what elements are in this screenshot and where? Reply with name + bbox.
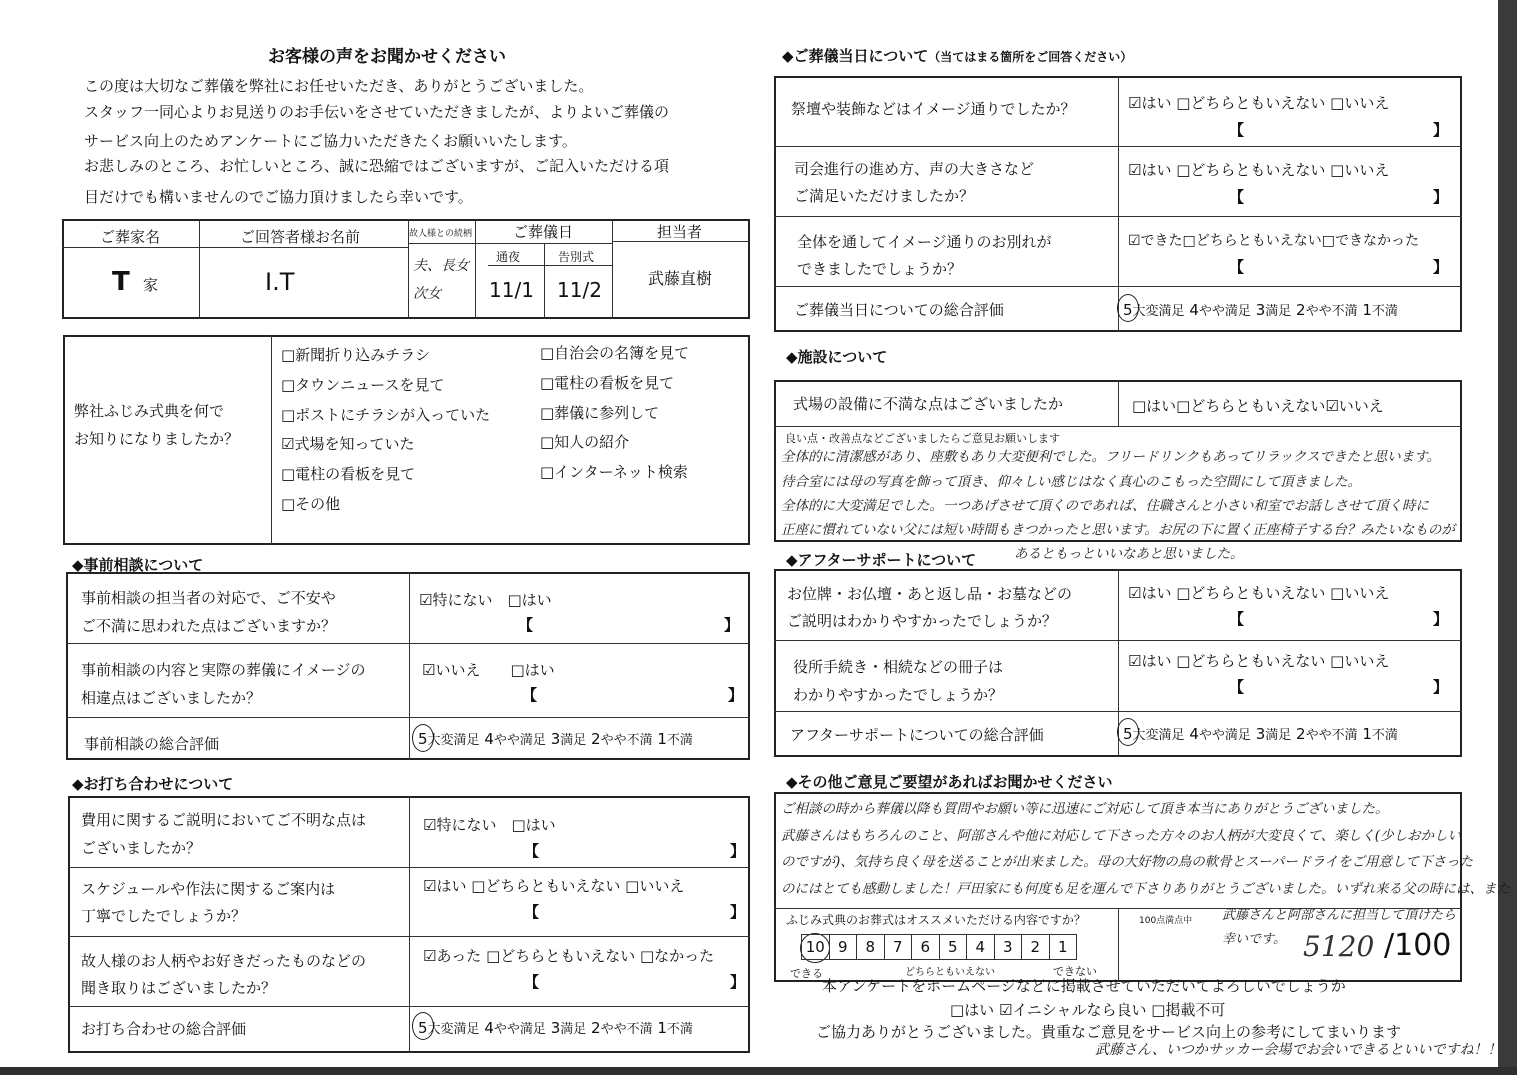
answer-checkboxes[interactable]: ☑はい □どちらともいえない □いいえ <box>1128 94 1390 112</box>
bracket-close: 】 <box>1433 121 1449 139</box>
source-option-checkbox[interactable]: □自治会の名簿を見て <box>540 344 690 362</box>
rating-number[interactable]: 4 <box>1189 301 1199 319</box>
relation-handwritten: 次女 <box>413 286 441 302</box>
rating-number[interactable]: 1 <box>1362 301 1372 319</box>
rating-label: やや満足 <box>1198 304 1251 319</box>
source-option-checkbox[interactable]: ☑式場を知っていた <box>281 435 415 453</box>
rating-number[interactable]: 5 <box>418 730 428 748</box>
rating-number[interactable]: 2 <box>591 1019 601 1037</box>
handwritten-comment: のですが)、気持ち良く母を送ることが出来ました。母の大好物の鳥の軟骨とスーパードライをご用意して下さった <box>781 854 1474 870</box>
family-suffix: 家 <box>143 276 159 294</box>
rating-number[interactable]: 5 <box>1123 301 1133 319</box>
question-text: 費用に関するご説明においてご不明な点は <box>81 811 367 829</box>
handwritten-score: 5120 <box>1303 930 1375 963</box>
scale-cell[interactable]: 2 <box>1021 934 1050 960</box>
rating-label: 満足 <box>1265 304 1292 319</box>
scale-cell[interactable]: 6 <box>911 934 940 960</box>
bracket-open: 【 <box>524 973 540 991</box>
rating-label: 満足 <box>1265 728 1292 743</box>
bracket-open: 【 <box>1229 258 1245 276</box>
handwritten-comment: 全体的に清潔感があり、座敷もあり大変便利でした。フリードリンクもあってリラックスできたと思います。 <box>781 449 1441 465</box>
respondent-name: I.T <box>265 268 295 296</box>
question-text: お打ち合わせの総合評価 <box>81 1020 247 1038</box>
source-question: 弊社ふじみ式典を何で <box>74 402 225 420</box>
rating-number[interactable]: 3 <box>550 1019 561 1037</box>
rating-label: 大変満足 <box>427 733 480 748</box>
intro-line: 目だけでも構いませんのでご協力頂けましたら幸いです。 <box>84 188 473 206</box>
recommend-question: ふじみ式典のお葬式はオススメいただける内容ですか？ <box>786 913 1086 927</box>
rating-label: 不満 <box>666 733 693 748</box>
header-wake: 通夜 <box>496 250 521 264</box>
rating-label: やや満足 <box>493 733 546 748</box>
comment-label: 良い点・改善点などございましたらご意見お願いします <box>785 432 1060 445</box>
source-option-checkbox[interactable]: □ポストにチラシが入っていた <box>281 406 491 424</box>
rating-label: 大変満足 <box>1132 304 1185 319</box>
info-table <box>62 219 750 319</box>
question-text: 相違点はございましたか？ <box>81 689 262 707</box>
handwritten-comment: 正座に慣れていない父には短い時間もきつかったと思います。お尻の下に置く正座椅子する台？みたいなものが <box>781 522 1455 538</box>
bracket-open: 【 <box>524 903 540 921</box>
handwritten-note: 武藤さんと阿部さんに担当して頂けたら <box>1222 908 1457 923</box>
scale-label-right: できない <box>1053 965 1097 978</box>
question-text: ご葬儀当日についての総合評価 <box>794 301 1004 319</box>
bracket-close: 】 <box>730 903 746 921</box>
scale-cell[interactable]: 9 <box>829 934 858 960</box>
wake-date: 11/1 <box>489 278 534 302</box>
intro-line: お悲しみのところ、お忙しいところ、誠に恐縮ではございますが、ご記入いただける項 <box>84 157 670 175</box>
question-text: できましたでしょうか？ <box>797 260 963 278</box>
section-heading-note: （当てはまる箇所をご回答ください） <box>928 50 1133 64</box>
bracket-close: 】 <box>1433 610 1449 628</box>
scale-cell[interactable]: 5 <box>939 934 968 960</box>
answer-checkboxes[interactable]: ☑いいえ □はい <box>422 661 555 679</box>
publish-question: 本アンケートをホームページなどに掲載させていただいてよろしいでしょうか <box>822 977 1346 995</box>
scale-cell[interactable]: 1 <box>1049 934 1078 960</box>
rating-number[interactable]: 4 <box>1189 725 1199 743</box>
rating-number[interactable]: 3 <box>550 730 561 748</box>
recommend-scale <box>802 934 1077 960</box>
relation-handwritten: 夫、長女 <box>413 258 469 274</box>
question-text: 故人様のお人柄やお好きだったものなどの <box>81 952 367 970</box>
handwritten-comment: 待合室には母の写真を飾って頂き、仰々しい感じはなく真心のこもった空間にして頂きました。 <box>781 474 1361 490</box>
scale-cell[interactable]: 8 <box>856 934 885 960</box>
question-text: 聞き取りはございましたか？ <box>81 979 277 997</box>
bracket-close: 】 <box>1433 678 1449 696</box>
rating-number[interactable]: 2 <box>1296 725 1306 743</box>
answer-checkboxes[interactable]: ☑できた□どちらともいえない□できなかった <box>1128 233 1420 249</box>
rating-number[interactable]: 5 <box>1123 725 1133 743</box>
handwritten-comment: のにはとても感動しました！戸田家にも何度も足を運んで下さりありがとうございました。いずれ来る父の時には、また <box>781 881 1510 897</box>
thanks-text: ご協力ありがとうございました。貴重なご意見をサービス向上の参考にしてまいります <box>816 1023 1402 1041</box>
answer-checkboxes[interactable]: ☑はい □どちらともいえない □いいえ <box>1128 161 1390 179</box>
rating-number[interactable]: 1 <box>657 1019 667 1037</box>
answer-checkboxes[interactable]: ☑特にない □はい <box>423 816 556 834</box>
source-option-checkbox[interactable]: □電柱の看板を見て <box>281 465 416 483</box>
question-text: スケジュールや作法に関するご案内は <box>81 880 336 898</box>
header-relation: 故人様との続柄 <box>409 229 473 239</box>
scale-cell[interactable]: 4 <box>966 934 995 960</box>
bracket-open: 【 <box>522 686 538 704</box>
section-heading: ◆アフターサポートについて <box>786 551 977 569</box>
rating-label: 大変満足 <box>427 1022 480 1037</box>
question-text: 事前相談の総合評価 <box>84 735 220 753</box>
bracket-close: 】 <box>730 973 746 991</box>
question-text: わかりやすかったでしょうか？ <box>793 686 1004 704</box>
source-option-checkbox[interactable]: □電柱の看板を見て <box>540 374 675 392</box>
bracket-close: 】 <box>1433 188 1449 206</box>
answer-checkboxes[interactable]: ☑はい □どちらともいえない □いいえ <box>1128 652 1390 670</box>
rating-label: 不満 <box>1371 304 1398 319</box>
rating-label: やや満足 <box>1198 728 1251 743</box>
bracket-open: 【 <box>1229 610 1245 628</box>
question-text: ご説明はわかりやすかったでしょうか？ <box>787 612 1058 630</box>
staff-name: 武藤直樹 <box>648 269 713 288</box>
question-text: 全体を通してイメージ通りのお別れが <box>797 233 1052 251</box>
rating-number[interactable]: 2 <box>591 730 601 748</box>
source-option-checkbox[interactable]: □知人の紹介 <box>540 433 630 451</box>
section-heading: ◆ご葬儀当日について <box>782 47 929 65</box>
rating-number[interactable]: 4 <box>484 730 494 748</box>
bracket-close: 】 <box>724 616 740 634</box>
header-funeral-date: ご葬儀日 <box>513 223 574 241</box>
intro-line: スタッフ一同心よりお見送りのお手伝いをさせていただきましたが、よりよいご葬儀の <box>84 103 670 121</box>
handwritten-comment: 武藤さんはもちろんのこと、阿部さんや他に対応して下さった方々のお人柄が大変良くて、楽しく(少しおかしい <box>781 828 1461 844</box>
answer-checkboxes[interactable]: ☑はい □どちらともいえない □いいえ <box>1128 584 1390 602</box>
bracket-open: 【 <box>518 616 534 634</box>
scale-cell[interactable]: 3 <box>994 934 1023 960</box>
section-heading: ◆その他ご意見ご要望があればお聞かせください <box>786 773 1113 791</box>
family-initial: T <box>112 267 130 297</box>
source-question: お知りになりましたか？ <box>74 430 240 448</box>
rating-number[interactable]: 4 <box>484 1019 494 1037</box>
rating-label: 大変満足 <box>1132 728 1185 743</box>
bracket-close: 】 <box>730 842 746 860</box>
source-option-checkbox[interactable]: □タウンニュースを見て <box>281 376 445 394</box>
rating-label: 不満 <box>1371 728 1398 743</box>
intro-line: サービス向上のためアンケートにご協力いただきたくお願いいたします。 <box>84 132 577 150</box>
ceremony-date: 11/2 <box>557 278 602 302</box>
intro-line: この度は大切なご葬儀を弊社にお任せいただき、ありがとうございました。 <box>84 77 594 95</box>
rating-label: やや不満 <box>1305 728 1358 743</box>
bracket-open: 【 <box>524 842 540 860</box>
source-option-checkbox[interactable]: □新聞折り込みチラシ <box>281 346 431 364</box>
rating-label: やや満足 <box>493 1022 546 1037</box>
rating-label: 不満 <box>666 1022 693 1037</box>
question-text: 丁寧でしたでしょうか？ <box>81 907 247 925</box>
rating-number[interactable]: 3 <box>1255 301 1266 319</box>
survey-title: お客様の声をお聞かせください <box>268 47 506 67</box>
header-family: ご葬家名 <box>100 228 161 246</box>
source-option-checkbox[interactable]: □その他 <box>281 495 341 513</box>
header-respondent: ご回答者様お名前 <box>240 228 361 246</box>
handwritten-comment: あるともっといいなあと思いました。 <box>1014 546 1244 562</box>
handwritten-comment: ご相談の時から葬儀以降も質問やお願い等に迅速にご対応して頂き本当にありがとうございました。 <box>781 801 1389 817</box>
question-text: 式場の設備に不満な点はございましたか <box>793 395 1064 413</box>
bracket-close: 】 <box>1433 258 1449 276</box>
scale-label-left: できる <box>790 967 823 980</box>
question-text: アフターサポートについての総合評価 <box>790 726 1044 744</box>
handwritten-note: 幸いです。 <box>1222 932 1286 947</box>
question-text: お位牌・お仏壇・あと返し品・お墓などの <box>787 585 1073 603</box>
scan-bottom-edge <box>0 1067 1517 1075</box>
scan-edge <box>1498 0 1517 1075</box>
rating-label: やや不満 <box>1305 304 1358 319</box>
source-option-checkbox[interactable]: □葬儀に参列して <box>540 404 660 422</box>
bracket-open: 【 <box>1229 121 1245 139</box>
scale-cell[interactable]: 7 <box>884 934 913 960</box>
handwritten-footnote: 武藤さん、いつかサッカー会場でお会いできるといいですね！！ <box>1095 1042 1502 1058</box>
header-ceremony: 告別式 <box>558 250 595 264</box>
bracket-open: 【 <box>1229 188 1245 206</box>
question-text: 役所手続き・相続などの冊子は <box>793 658 1004 676</box>
section-heading: ◆お打ち合わせについて <box>72 775 234 793</box>
answer-checkboxes[interactable]: □はい□どちらともいえない☑いいえ <box>1132 397 1384 415</box>
question-text: 事前相談の内容と実際の葬儀にイメージの <box>81 661 366 679</box>
answer-checkboxes[interactable]: ☑はい □どちらともいえない □いいえ <box>423 877 685 895</box>
section-heading: ◆施設について <box>786 348 888 366</box>
rating-label: やや不満 <box>600 1022 653 1037</box>
rating-number[interactable]: 1 <box>657 730 667 748</box>
section-heading: ◆事前相談について <box>72 556 204 574</box>
rating-number[interactable]: 3 <box>1255 725 1266 743</box>
header-staff: 担当者 <box>657 223 703 241</box>
answer-checkboxes[interactable]: ☑特にない □はい <box>419 591 552 609</box>
question-text: 事前相談の担当者の対応で、ご不安や <box>81 589 336 607</box>
scale-label-mid: どちらともいえない <box>905 967 995 978</box>
handwritten-comment: 全体的に大変満足でした。一つあげさせて頂くのであれば、住職さんと小さい和室でお話しさせて頂く時に <box>781 498 1429 514</box>
answer-checkboxes[interactable]: ☑あった □どちらともいえない □なかった <box>423 947 715 965</box>
question-text: ご不満に思われた点はございますか？ <box>81 617 337 635</box>
rating-number[interactable]: 1 <box>1362 725 1372 743</box>
question-text: 祭壇や装飾などはイメージ通りでしたか？ <box>791 100 1076 118</box>
source-option-checkbox[interactable]: □インターネット検索 <box>540 463 688 481</box>
scale-cell[interactable]: 10 <box>801 934 830 960</box>
question-text: ご満足いただけましたか？ <box>794 187 975 205</box>
rating-label: 満足 <box>560 733 587 748</box>
score-max: /100 <box>1384 928 1452 963</box>
bracket-open: 【 <box>1229 678 1245 696</box>
rating-label: 満足 <box>560 1022 587 1037</box>
question-text: ございましたか？ <box>81 839 202 857</box>
bracket-close: 】 <box>728 686 744 704</box>
question-text: 司会進行の進め方、声の大きさなど <box>794 160 1035 178</box>
rating-label: やや不満 <box>600 733 653 748</box>
publish-options[interactable]: □はい ☑イニシャルなら良い □掲載不可 <box>950 1001 1226 1019</box>
rating-number[interactable]: 5 <box>418 1019 428 1037</box>
score-label: 100点満点中 <box>1139 916 1193 926</box>
rating-number[interactable]: 2 <box>1296 301 1306 319</box>
